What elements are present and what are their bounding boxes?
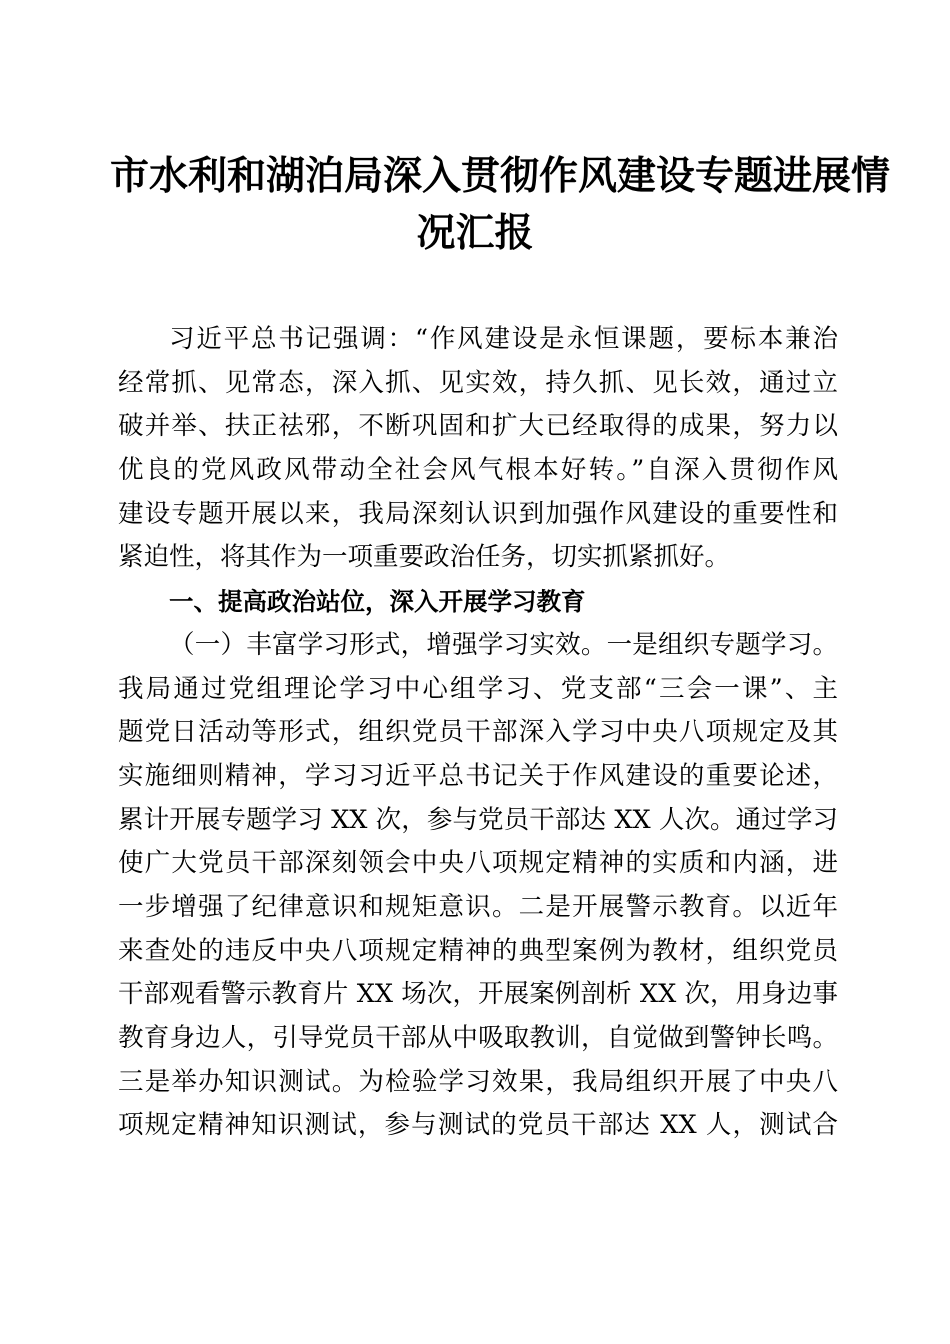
document-body [118, 318, 838, 1148]
text-line: 破并举、扶正祛邪，不断巩固和扩大已经取得的成果，努力以 [118, 411, 838, 442]
text-line: 优良的党风政风带动全社会风气根本好转。”自深入贯彻作风 [118, 455, 838, 486]
title-line-2: 况汇报 [416, 210, 534, 256]
document-title [110, 148, 891, 262]
text-line: 教育身边人，引导党员干部从中吸取教训，自觉做到警钟长鸣。 [118, 1023, 838, 1053]
paragraph-study [118, 624, 838, 1148]
text-line: 我局通过党组理论学习中心组学习、党支部“三会一课”、主 [118, 673, 838, 704]
text-line: 题党日活动等形式，组织党员干部深入学习中央八项规定及其 [118, 717, 838, 748]
text-line: 紧迫性，将其作为一项重要政治任务，切实抓紧抓好。 [118, 542, 731, 573]
text-line: 累计开展专题学习 XX 次，参与党员干部达 XX 人次。通过学习 [118, 804, 838, 835]
text-line: 建设专题开展以来，我局深刻认识到加强作风建设的重要性和 [118, 498, 838, 529]
title-line-1: 市水利和湖泊局深入贯彻作风建设专题进展情 [110, 153, 891, 199]
text-line: 实施细则精神，学习习近平总书记关于作风建设的重要论述， [118, 760, 838, 791]
text-line: 使广大党员干部深刻领会中央八项规定精神的实质和内涵，进 [118, 848, 838, 879]
text-line: 一步增强了纪律意识和规矩意识。二是开展警示教育。以近年 [118, 891, 838, 922]
text-line: 项规定精神知识测试，参与测试的党员干部达 XX 人，测试合 [118, 1110, 838, 1141]
text-line: 来查处的违反中央八项规定精神的典型案例为教材，组织党员 [118, 935, 838, 966]
text-line: 习近平总书记强调：“作风建设是永恒课题，要标本兼治 [169, 324, 838, 354]
text-line: （一）丰富学习形式，增强学习实效。一是组织专题学习。 [169, 629, 838, 660]
text-line: 三是举办知识测试。为检验学习效果，我局组织开展了中央八 [118, 1066, 838, 1097]
section-heading: 一、提高政治站位，深入开展学习教育 [169, 587, 586, 617]
paragraph-intro [118, 318, 838, 580]
text-line: 经常抓、见常态，深入抓、见实效，持久抓、见长效，通过立 [118, 367, 838, 398]
text-line: 干部观看警示教育片 XX 场次，开展案例剖析 XX 次，用身边事 [118, 979, 838, 1010]
